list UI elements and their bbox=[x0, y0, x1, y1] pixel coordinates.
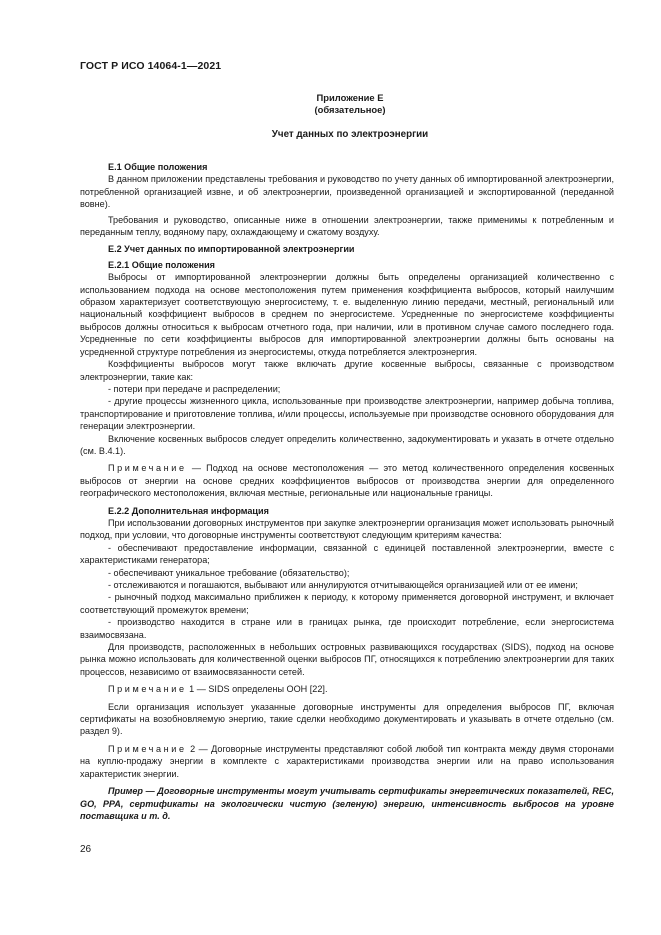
note bbox=[80, 743, 614, 780]
note-text: 1 — SIDS определены ООН [22]. bbox=[186, 684, 328, 695]
paragraph: Требования и руководство, описанные ниже в отношении электроэнергии, также применимы к потребленным и переданным теплу, водяному пару, охлаждающему и сжатому воздуху. bbox=[80, 214, 614, 238]
list-item: - производство находится в стране или в границах рынка, где происходит потребление, если энергосистема взаимосвязана. bbox=[80, 617, 614, 640]
paragraph: При использовании договорных инструментов при закупке электроэнергии организация может использовать рыночный подход, при условии, что договорные инструменты соответствуют следующим критериям качества: bbox=[80, 517, 614, 541]
section-heading-e1: E.1 Общие положения bbox=[108, 162, 208, 172]
note-label: Примечание bbox=[108, 684, 187, 695]
annex-status: (обязательное) bbox=[314, 104, 386, 115]
document-code: ГОСТ Р ИСО 14064-1—2021 bbox=[80, 60, 222, 72]
note-label: Примечание bbox=[108, 743, 187, 754]
note bbox=[80, 683, 614, 695]
section-heading-e2: E.2 Учет данных по импортированной электроэнергии bbox=[108, 244, 355, 255]
page-number: 26 bbox=[80, 844, 92, 855]
annex-label: Приложение E bbox=[316, 92, 384, 103]
paragraph: В данном приложении представлены требования и руководство по учету данных об импортированной электроэнергии, потребленной организацией извне, и об электроэнергии, произведенной организацией и экспортированной (переданной вовне). bbox=[80, 174, 614, 210]
list-item: - потери при передаче и распределении; bbox=[108, 383, 281, 394]
note-label: Примечание bbox=[108, 463, 187, 474]
note-text: 2 — Договорные инструменты представляют собой любой тип контракта между двумя сторонами на куплю-продажу энергии в комплекте с характеристиками производства энергии или на право использования характеристик энергии. bbox=[80, 743, 614, 779]
paragraph: Для производств, расположенных в небольших островных развивающихся государствах (SIDS), подход на основе рынка можно использовать для количественной оценки выбросов ПГ, относящихся к потреблению электроэнергии для таких процессов, независимо от взаимосвязанности сетей. bbox=[80, 642, 614, 677]
note bbox=[80, 462, 614, 499]
paragraph: Если организация использует указанные договорные инструменты для определения выбросов ПГ, включая сертификаты на возобновляемую энергию, такие сделки необходимо документировать и указывать в отчете отдельно (см. раздел 9). bbox=[80, 701, 614, 737]
example-text: Пример — Договорные инструменты могут учитывать сертификаты энергетических показателей, REC, GO, PPA, сертификаты на экологически чистую (зеленую) энергию, интенсивность выбросов на уровне поставщика и т. д. bbox=[80, 786, 614, 821]
list-item: - другие процессы жизненного цикла, использованные при производстве электроэнергии, например добыча топлива, транспортирование и приготовление топлива, и/или процессы, используемые при производстве основного оборудования для генерации электроэнергии. bbox=[80, 396, 614, 432]
paragraph: Выбросы от импортированной электроэнергии должны быть определены организацией количественно с использованием подхода на основе местоположения путем применения коэффициента выбросов, который наилучшим образом характеризует соответствующую энергосистему, т. е. выделенную линию передачи, местный, региональный или национальный коэффициент выбросов в среднем по энергосистеме. Усредненные по энергосистеме коэффициенты выбросов должны относиться к выбросам отчетного года, при наличии, или в противном случае самого последнего года. Усредненные по сети коэффициенты выбросов для импортированной электроэнергии должны быть основаны на усредненной структуре потребления из энергосистемы, откуда потребляется электроэнергия. bbox=[80, 272, 614, 357]
section-heading-e21: E.2.1 Общие положения bbox=[108, 259, 215, 270]
list-item: - обеспечивают предоставление информации, связанной с единицей поставленной электроэнергии, вместе с характеристиками генератора; bbox=[80, 542, 614, 566]
note-text: — Подход на основе местоположения — это метод количественного определения косвенных выбросов от энергии на основе средних коэффициентов выбросов от производства энергии для определенного географического местоположения, включая местные, региональные или национальные границы. bbox=[80, 463, 614, 499]
annex-title: Учет данных по электроэнергии bbox=[271, 129, 429, 140]
paragraph: Коэффициенты выбросов могут также включать другие косвенные выбросы, связанные с производством электроэнергии, такие как: bbox=[80, 359, 614, 382]
list-item: - отслеживаются и погашаются, выбывают или аннулируются отчитывающейся организацией или от ее имени; bbox=[108, 580, 578, 590]
list-item: - рыночный подход максимально приближен к периоду, к которому применяется договорной инструмент, и включает соответствующий промежуток времени; bbox=[80, 592, 614, 615]
section-heading-e22: E.2.2 Дополнительная информация bbox=[108, 505, 269, 516]
list-item: - обеспечивают уникальное требование (обязательство); bbox=[108, 567, 350, 578]
paragraph: Включение косвенных выбросов следует определить количественно, задокументировать и указать в отчете отдельно (см. B.4.1). bbox=[80, 433, 614, 456]
body-text bbox=[80, 161, 614, 822]
